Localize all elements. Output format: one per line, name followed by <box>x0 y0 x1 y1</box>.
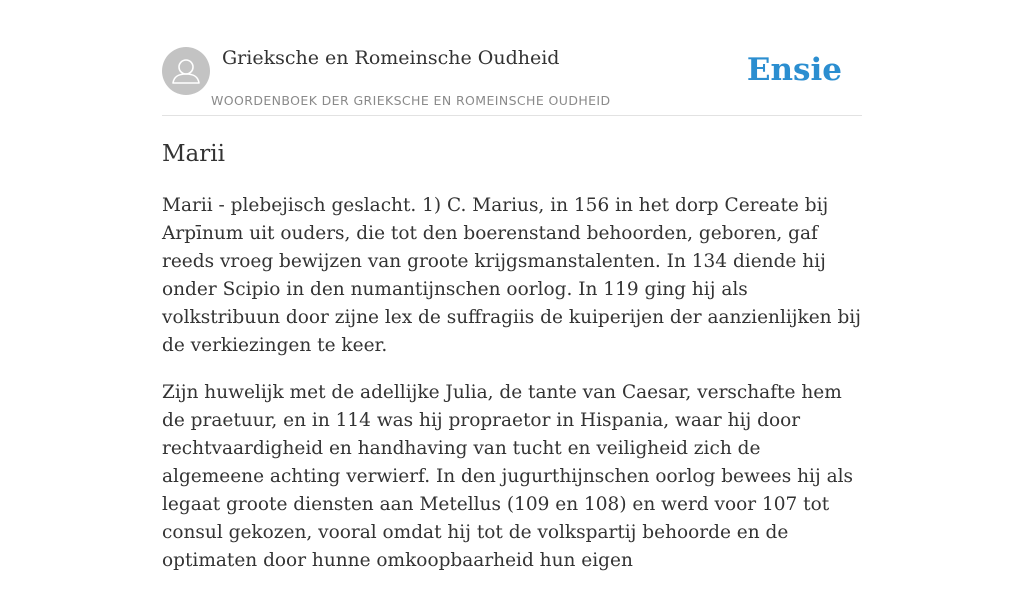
source-subtitle: WOORDENBOEK DER GRIEKSCHE EN ROMEINSCHE OUDHEID <box>211 93 611 108</box>
user-avatar-icon <box>162 47 210 95</box>
article-paragraph: Marii - plebejisch geslacht. 1) C. Marius, in 156 in het dorp Cereate bij Arpīnum uit ouders, die tot den boerenstand behoorden, geboren, gaf reeds vroeg bewijzen van groote krijgsmanstalenten. In 134 diende hij onder Scipio in den numantijnschen oorlog. In 119 ging hij als volkstribuun door zijne lex de suffragiis de kuiperijen der aanzienlijken bij de verkiezingen te keer. <box>162 195 861 356</box>
header-divider <box>162 115 862 116</box>
article-title: Marii <box>162 141 225 167</box>
source-avatar[interactable] <box>162 47 210 95</box>
source-title[interactable]: Grieksche en Romeinsche Oudheid <box>222 47 560 69</box>
article-paragraph: Zijn huwelijk met de adellijke Julia, de tante van Caesar, verschafte hem de praetuur, en in 114 was hij propraetor in Hispania, waar hij door rechtvaardigheid en handhaving van tucht en veiligheid zich de algemeene achting verwierf. In den jugurthijnschen oorlog bewees hij als legaat groote diensten aan Metellus (109 en 108) en werd voor 107 tot consul gekozen, vooral omdat hij tot de volkspartij behoorde en de optimaten door hunne omkoopbaarheid hun eigen <box>162 382 854 571</box>
ensie-logo[interactable]: Ensie <box>746 52 842 88</box>
article-body <box>162 192 862 594</box>
